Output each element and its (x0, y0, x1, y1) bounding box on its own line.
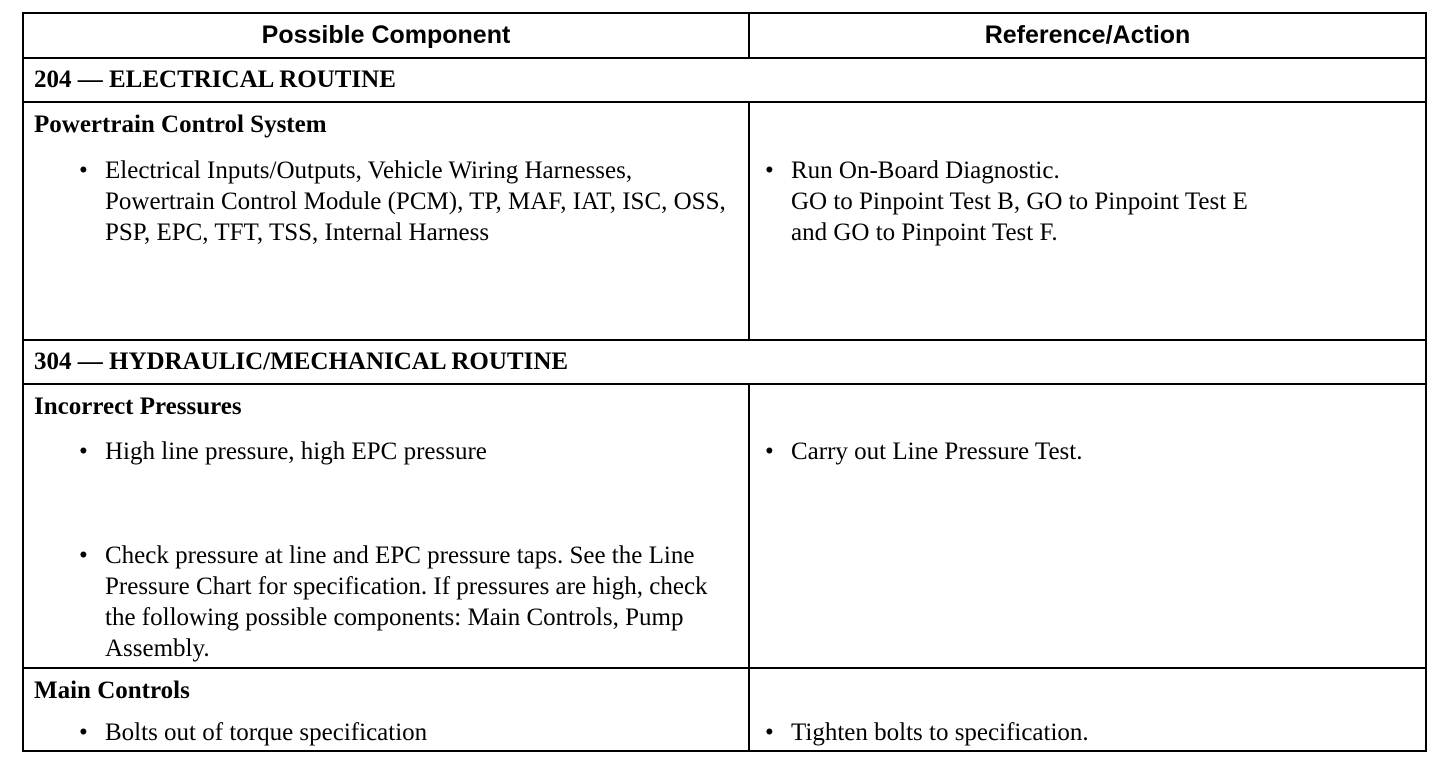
section-title-hydraulic: 304 — HYDRAULIC/MECHANICAL ROUTINE (34, 348, 569, 375)
table-header-row (24, 14, 1425, 59)
bullet-icon: • (765, 157, 774, 184)
list-item (79, 436, 729, 467)
list-item (765, 717, 1405, 748)
section-hydraulic-header (24, 341, 1425, 385)
list-item (765, 436, 1405, 467)
table-row-incorrect-pressures (24, 385, 1425, 669)
table-row-main-controls (24, 669, 1425, 750)
bullet-icon: • (79, 719, 88, 746)
section-electrical-header (24, 59, 1425, 103)
bullet-icon: • (765, 438, 774, 465)
list-item (79, 540, 729, 664)
header-possible-component: Possible Component (261, 21, 511, 49)
action-powertrain (791, 155, 1405, 248)
action-pressures-1: Carry out Line Pressure Test. (791, 438, 1083, 465)
column-divider (748, 385, 750, 667)
header-reference-action: Reference/Action (984, 21, 1191, 49)
component-item-powertrain: Electrical Inputs/Outputs, Vehicle Wiring Harnesses, Powertrain Control Module (PCM), TP, MAF, IAT, ISC, OSS, PSP, EPC, TFT, TSS, Internal Harness (105, 157, 726, 246)
action-line-2: GO to Pinpoint Test B, GO to Pinpoint Test E and GO to Pinpoint Test F. (791, 188, 1248, 246)
component-item-main-controls: Bolts out of torque specification (105, 719, 428, 746)
action-line-1: Run On-Board Diagnostic. (791, 157, 1060, 184)
column-divider (748, 669, 750, 750)
bullet-icon: • (79, 438, 88, 465)
component-title-pressures: Incorrect Pressures (34, 393, 242, 420)
table-row-powertrain (24, 103, 1425, 341)
component-title-powertrain: Powertrain Control System (34, 111, 327, 138)
column-divider (748, 103, 750, 339)
diagnostic-table (22, 12, 1427, 752)
list-item (765, 155, 1405, 248)
bullet-icon: • (765, 719, 774, 746)
component-item-pressures-2: Check pressure at line and EPC pressure taps. See the Line Pressure Chart for specification. If pressures are high, check the following possible components: Main Controls, Pump Assembly. (105, 542, 708, 662)
list-item (79, 155, 729, 248)
bullet-icon: • (79, 157, 88, 184)
component-title-main-controls: Main Controls (34, 677, 190, 704)
bullet-icon: • (79, 542, 88, 569)
section-title-electrical: 204 — ELECTRICAL ROUTINE (34, 66, 396, 93)
component-item-pressures-1: High line pressure, high EPC pressure (105, 438, 487, 465)
list-item (79, 717, 729, 748)
action-main-controls: Tighten bolts to specification. (791, 719, 1089, 746)
